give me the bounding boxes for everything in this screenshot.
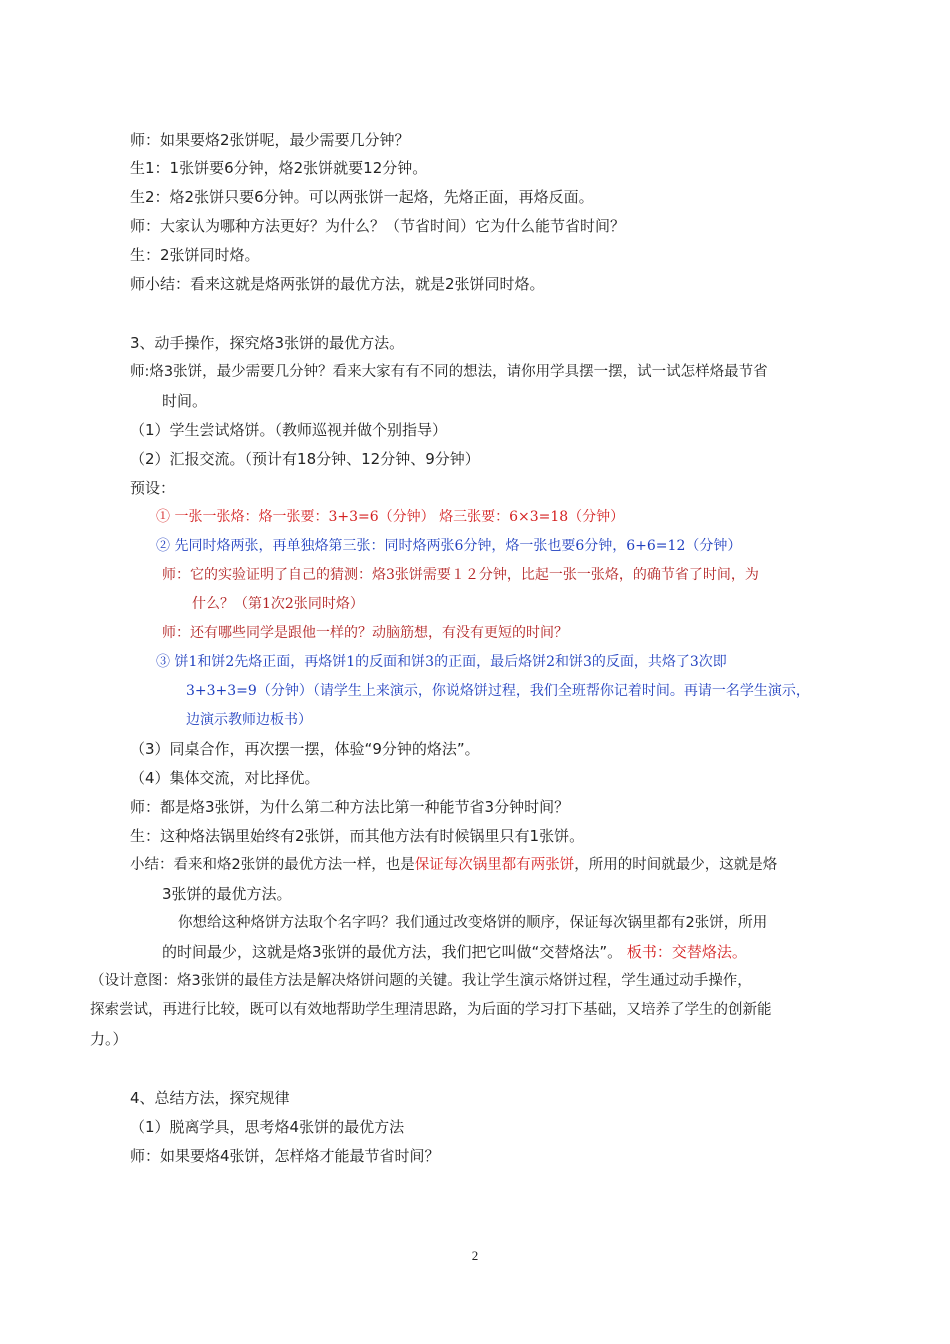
text-line: 3张饼的最优方法。 — [162, 885, 292, 903]
text-segment: 小结：看来和烙2张饼的最优方法一样，也是 — [130, 857, 415, 873]
text-line: 师小结：看来这就是烙两张饼的最优方法，就是2张饼同时烙。 — [130, 275, 545, 293]
text-line: 师：它的实验证明了自己的猜测：烙3张饼需要１２分钟，比起一张一张烙，的确节省了时间，为 — [162, 567, 759, 583]
text-line: 探索尝试，再进行比较，既可以有效地帮助学生理清思路，为后面的学习打下基础，又培养了学生的创新能 — [90, 1002, 772, 1018]
section-heading: 3、动手操作，探究烙3张饼的最优方法。 — [130, 334, 405, 352]
text-line: 师：都是烙3张饼，为什么第二种方法比第一种能节省3分钟时间？ — [130, 798, 570, 816]
board-note: 板书：交替烙法。 — [626, 943, 747, 961]
text-line: 师：如果要烙4张饼，怎样烙才能最节省时间？ — [130, 1147, 440, 1165]
preset-item-3: ③ 饼1和饼2先烙正面，再烙饼1的反面和饼3的正面，最后烙饼2和饼3的反面，共烙了3次即 — [156, 654, 727, 670]
text-line: 师：如果要烙2张饼呢，最少需要几分钟？ — [130, 131, 410, 149]
page-number: 2 — [471, 1248, 479, 1263]
section-heading: 4、总结方法，探究规律 — [130, 1089, 290, 1107]
text-line: （1）学生尝试烙饼。（教师巡视并做个别指导） — [130, 421, 448, 439]
text-line: 生：2张饼同时烙。 — [130, 246, 260, 264]
text-line: 时间。 — [162, 392, 208, 410]
text-line: 边演示教师边板书） — [186, 712, 312, 728]
preset-item-1: ① 一张一张烙：烙一张要：3+3=6（分钟） 烙三张要：6×3=18（分钟） — [156, 509, 625, 525]
text-line — [162, 942, 747, 962]
text-line: 3+3+3=9（分钟）（请学生上来演示，你说烙饼过程，我们全班帮你记着时间。再请一名学生演示， — [186, 683, 810, 699]
text-line: （2）汇报交流。（预计有18分钟、12分钟、9分钟） — [130, 450, 480, 468]
text-segment: 的时间最少，这就是烙3张饼的最优方法，我们把它叫做“交替烙法”。 — [162, 943, 627, 961]
text-line: （1）脱离学具，思考烙4张饼的最优方法 — [130, 1118, 405, 1136]
text-line — [130, 855, 777, 875]
text-line: （4）集体交流，对比择优。 — [130, 769, 320, 787]
preset-item-2: ② 先同时烙两张，再单独烙第三张：同时烙两张6分钟，烙一张也要6分钟，6+6=12（分钟） — [156, 538, 742, 554]
text-line: 生1：1张饼要6分钟，烙2张饼就要12分钟。 — [130, 159, 428, 177]
text-line: 师：还有哪些同学是跟他一样的？动脑筋想，有没有更短的时间？ — [162, 625, 568, 641]
text-line: （3）同桌合作，再次摆一摆，体验“9分钟的烙法”。 — [130, 740, 480, 758]
text-line: 力。） — [90, 1030, 128, 1048]
text-segment: ，所用的时间就最少，这就是烙 — [574, 857, 778, 873]
text-line: （设计意图：烙3张饼的最佳方法是解决烙饼问题的关键。我让学生演示烙饼过程，学生通过动手操作， — [90, 973, 752, 989]
text-line: 生2：烙2张饼只要6分钟。可以两张饼一起烙，先烙正面，再烙反面。 — [130, 188, 594, 206]
text-line: 师：大家认为哪种方法更好？为什么？（节省时间）它为什么能节省时间？ — [130, 217, 626, 235]
text-line: 师:烙3张饼，最少需要几分钟？看来大家有有不同的想法，请你用学具摆一摆，试一试怎样烙最节省 — [130, 364, 768, 380]
text-line: 什么？（第1次2张同时烙） — [192, 596, 364, 612]
text-line: 你想给这种烙饼方法取个名字吗？我们通过改变烙饼的顺序，保证每次锅里都有2张饼，所用 — [178, 915, 768, 931]
text-line: 生：这种烙法锅里始终有2张饼，而其他方法有时候锅里只有1张饼。 — [130, 827, 585, 845]
highlight-text: 保证每次锅里都有两张饼 — [414, 857, 575, 873]
text-line: 预设： — [130, 479, 176, 497]
